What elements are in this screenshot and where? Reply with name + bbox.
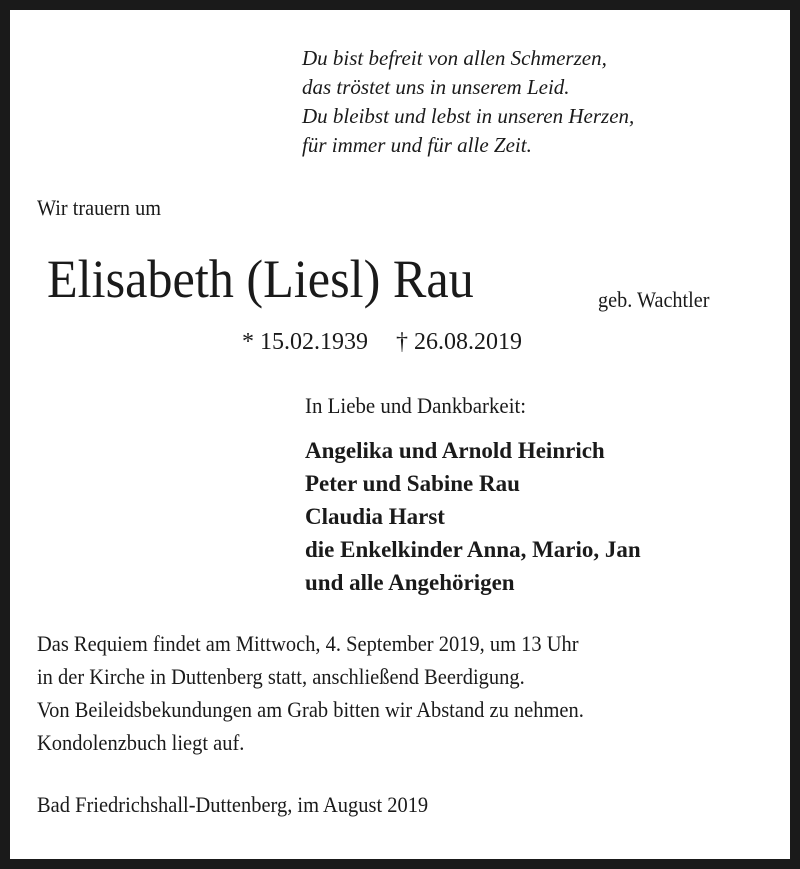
poem [302, 44, 634, 160]
poem-line: für immer und für alle Zeit. [302, 133, 532, 157]
poem-line: Du bleibst und lebst in unseren Herzen, [302, 104, 635, 128]
details-line: in der Kirche in Duttenberg statt, anschließend Beerdigung. [37, 664, 525, 689]
mourner: und alle Angehörigen [305, 570, 515, 595]
details-line: Das Requiem findet am Mittwoch, 4. September 2019, um 13 Uhr [37, 631, 579, 656]
poem-line: Du bist befreit von allen Schmerzen, [302, 46, 607, 70]
place-date: Bad Friedrichshall-Duttenberg, im August 2019 [37, 792, 429, 817]
details-line: Kondolenzbuch liegt auf. [37, 730, 245, 755]
details-line: Von Beileidsbekundungen am Grab bitten wir Abstand zu nehmen. [37, 697, 584, 722]
intro-text: Wir trauern um [37, 195, 161, 220]
birth-date: * 15.02.1939 [242, 329, 368, 355]
life-dates [242, 329, 522, 356]
mourner: Peter und Sabine Rau [305, 471, 520, 496]
poem-line: das tröstet uns in unserem Leid. [302, 75, 570, 99]
obituary-notice [10, 10, 790, 859]
birth-name: geb. Wachtler [598, 287, 710, 312]
mourner: die Enkelkinder Anna, Mario, Jan [305, 537, 641, 562]
thanks-heading: In Liebe und Dankbarkeit: [305, 393, 527, 418]
mourner: Angelika und Arnold Heinrich [305, 438, 605, 463]
mourner: Claudia Harst [305, 504, 445, 529]
death-date: † 26.08.2019 [396, 329, 522, 355]
deceased-name: Elisabeth (Liesl) Rau [47, 249, 474, 309]
funeral-details [37, 627, 584, 759]
mourners-list [305, 434, 641, 599]
